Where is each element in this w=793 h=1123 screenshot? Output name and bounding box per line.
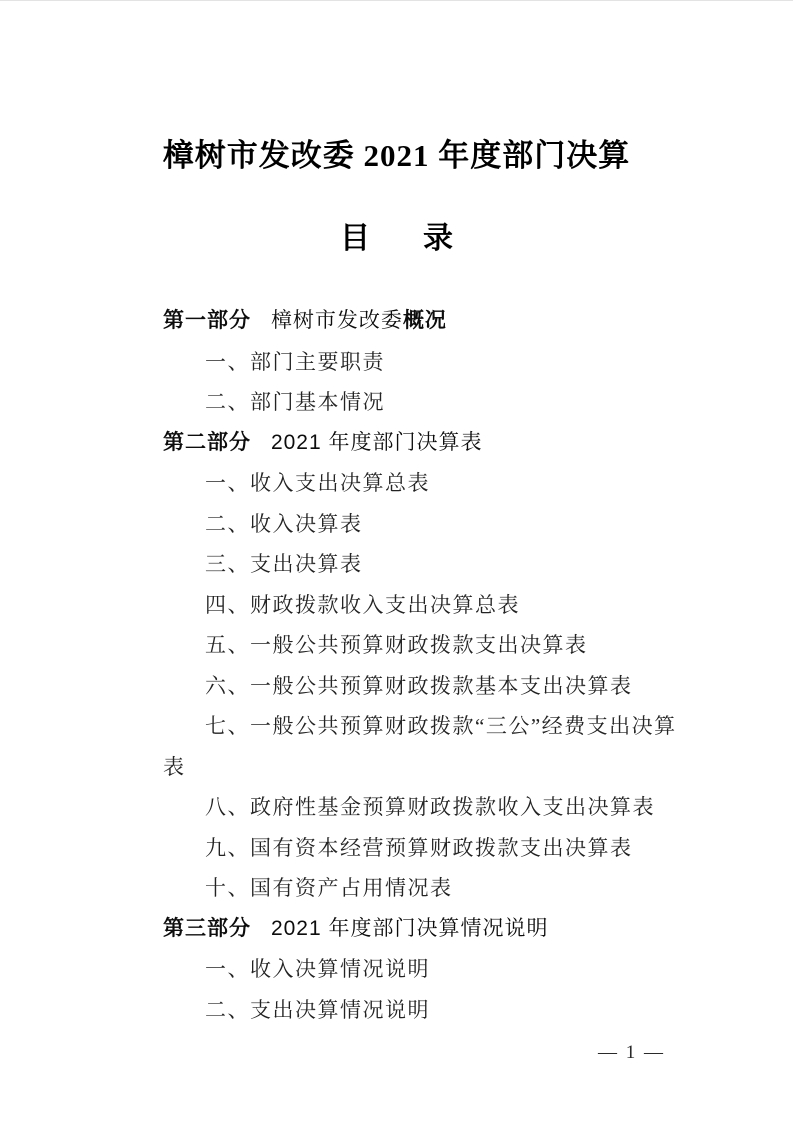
toc-item — [163, 706, 723, 747]
toc-item — [163, 463, 723, 504]
toc-section-heading — [163, 909, 723, 950]
toc-text-segment: 二、收入决算表 — [205, 511, 363, 536]
toc-text-segment: 一、部门主要职责 — [205, 349, 385, 374]
page-number: — 1 — — [598, 1042, 665, 1063]
toc-item — [163, 625, 723, 666]
toc-item — [163, 342, 723, 383]
toc-text-segment: 四、财政拨款收入支出决算总表 — [205, 592, 520, 617]
toc-item — [163, 949, 723, 990]
toc-item — [163, 585, 723, 626]
toc-item — [163, 382, 723, 423]
toc-text-segment: 五、一般公共预算财政拨款支出决算表 — [205, 633, 588, 657]
document-title: 樟树市发改委 2021 年度部门决算 — [162, 138, 631, 173]
toc-list — [163, 301, 723, 1030]
toc-text-segment: 第二部分 — [163, 430, 251, 454]
toc-item — [163, 666, 723, 707]
toc-item — [163, 828, 723, 869]
toc-text-segment: 2021 年度部门决算表 — [270, 430, 483, 454]
toc-text-segment: 一、收入决算情况说明 — [205, 957, 430, 981]
toc-section-heading — [163, 301, 723, 342]
toc-text-segment: 第三部分 — [163, 916, 251, 940]
toc-text-segment: 表 — [163, 754, 186, 779]
toc-item — [163, 504, 723, 545]
toc-text-segment: 二、支出决算情况说明 — [205, 997, 430, 1022]
toc-text-segment: 三、支出决算表 — [205, 552, 363, 576]
toc-heading-char-first: 目 — [340, 222, 370, 255]
toc-item — [163, 868, 723, 909]
toc-text-segment: 七、一般公共预算财政拨款“三公”经费支出决算 — [205, 714, 677, 738]
toc-text-segment: 一、收入支出决算总表 — [205, 471, 430, 495]
toc-heading — [0, 220, 793, 258]
toc-text-segment: 二、部门基本情况 — [205, 390, 385, 414]
toc-text-segment: 2021 年度部门决算情况说明 — [270, 916, 549, 940]
toc-item-continuation — [163, 747, 723, 788]
toc-text-segment: 概况 — [402, 309, 447, 332]
toc-text-segment: 六、一般公共预算财政拨款基本支出决算表 — [205, 673, 633, 698]
toc-item — [163, 990, 723, 1031]
toc-text-segment: 十、国有资产占用情况表 — [205, 876, 453, 900]
toc-section-heading — [163, 423, 723, 464]
toc-text-segment: 樟树市发改委 — [270, 309, 403, 332]
toc-text-segment: 九、国有资本经营预算财政拨款支出决算表 — [205, 835, 633, 860]
toc-item — [163, 787, 723, 828]
toc-text-segment: 八、政府性基金预算财政拨款收入支出决算表 — [205, 795, 655, 819]
toc-item — [163, 544, 723, 585]
toc-text-segment: 第一部分 — [163, 309, 251, 332]
toc-heading-char-second: 录 — [423, 222, 453, 255]
